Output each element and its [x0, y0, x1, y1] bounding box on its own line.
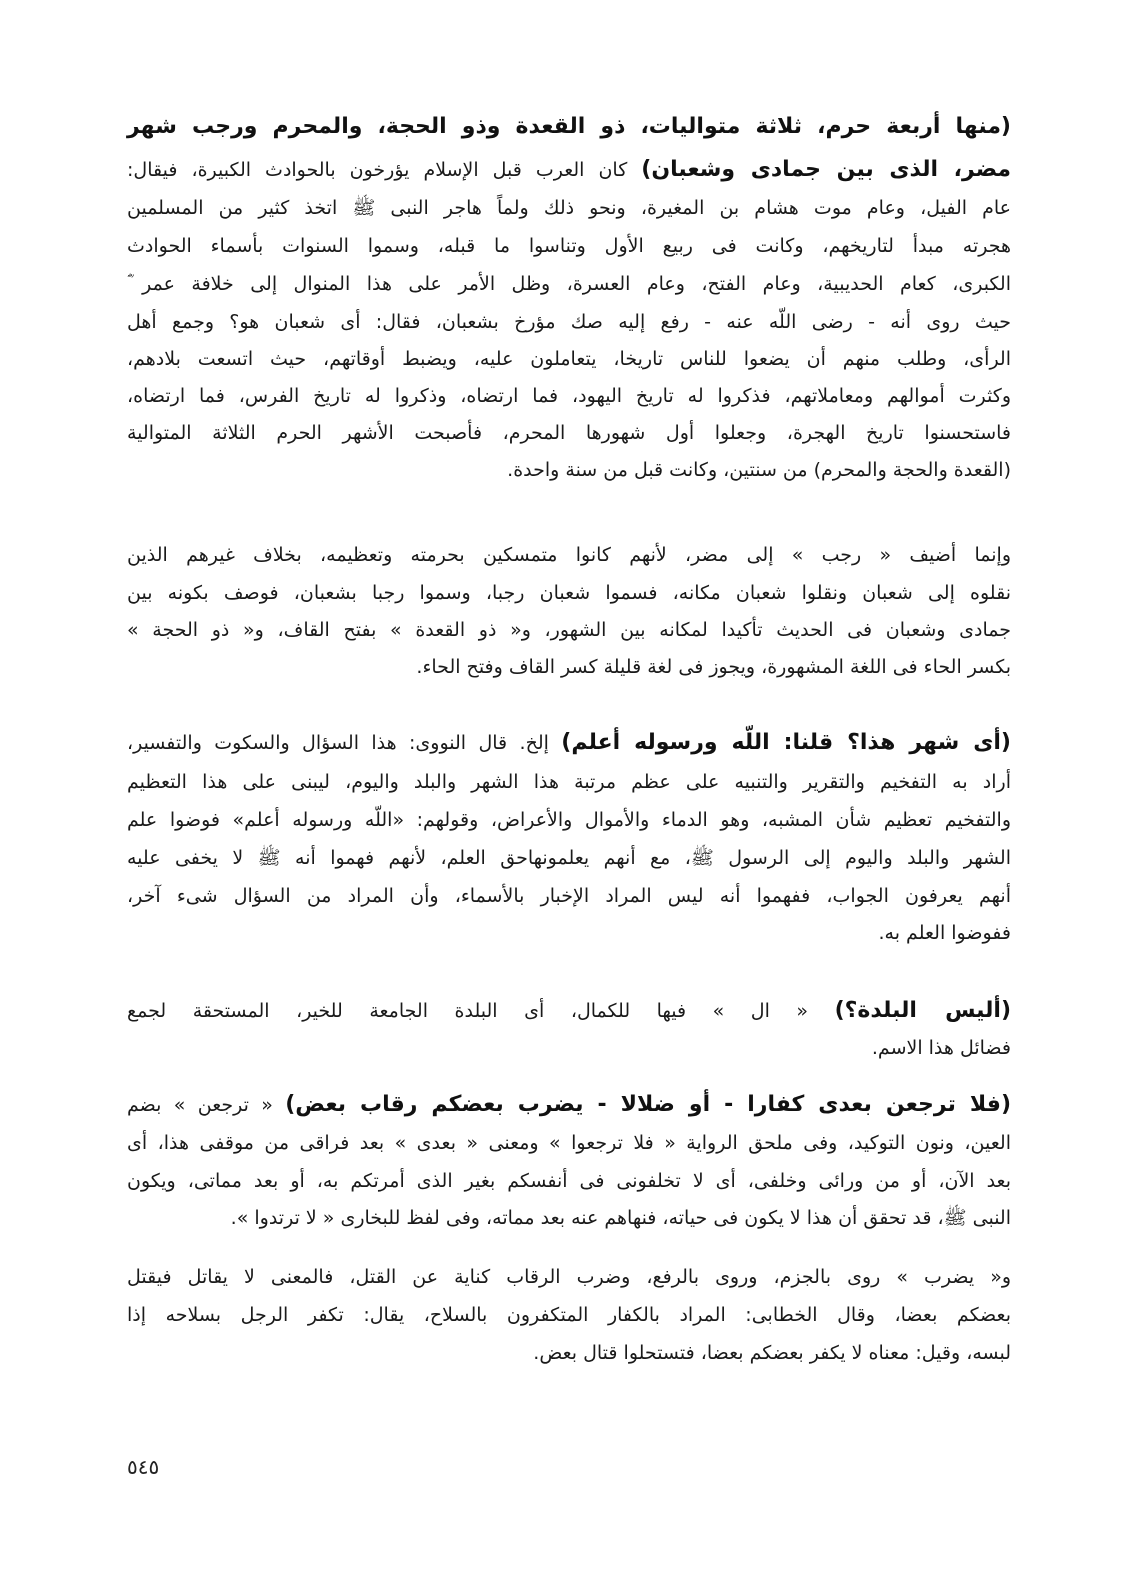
paragraph-3-line [127, 881, 1011, 911]
commentary-text: (القعدة والحجة والمحرم) من سنتين، وكانت قبل من سنة واحدة. [507, 459, 1011, 481]
hadith-quote-heading: (منها أربعة حرم، ثلاثة متواليات، ذو القعدة وذو الحجة، والمحرم ورجب شهر [127, 114, 1011, 139]
paragraph-5-line [127, 1128, 1011, 1158]
paragraph-5-line [127, 1090, 1011, 1120]
paragraph-1-line [127, 155, 1011, 185]
paragraph-3-line [127, 918, 1011, 948]
page-number: ٥٤٥ [127, 1455, 160, 1479]
paragraph-5-line [127, 1166, 1011, 1196]
commentary-text: وكثرت أموالهم ومعاملاتهم، فذكروا له تاريخ اليهود، فما ارتضاه، وذكروا له تاريخ الفرس، فما ارتضاه، [127, 385, 1011, 407]
paragraph-6-line [127, 1262, 1011, 1292]
paragraph-4-line [127, 1033, 1011, 1063]
commentary-text: حيث روى أنه - رضى اللّه عنه - رفع إليه صك مؤرخ بشعبان، فقال: أى شعبان هو؟ وجمع أهل [127, 311, 1011, 333]
hadith-quote-heading: (أى شهر هذا؟ قلنا: اللّه ورسوله أعلم) [561, 730, 1011, 755]
commentary-text: العين، ونون التوكيد، وفى ملحق الرواية « فلا ترجعوا » ومعنى « بعدى » بعد فراقى من موقفى هذا، أى [127, 1132, 1011, 1154]
commentary-text: بعد الآن، أو من ورائى وخلفى، أى لا تخلفونى فى أنفسكم بغير الذى أمرتكم به، أو بعد مماتى، ويكون [127, 1170, 1011, 1192]
paragraph-3-line [127, 805, 1011, 835]
commentary-text: أنهم يعرفون الجواب، ففهموا أنه ليس المراد الإخبار بالأسماء، وأن المراد من السؤال شىء آخر، [127, 885, 1011, 907]
commentary-text: إلخ. قال النووى: هذا السؤال والسكوت والتفسير، [127, 732, 562, 754]
paragraph-1-line [127, 455, 1011, 485]
paragraph-1-line [127, 344, 1011, 374]
paragraph-3-line [127, 843, 1011, 873]
commentary-text: نقلوه إلى شعبان ونقلوا شعبان مكانه، فسموا شعبان رجبا، وسموا رجبا بشعبان، فوصف بكونه بين [127, 582, 1011, 604]
paragraph-3-line [127, 767, 1011, 797]
paragraph-1-line [127, 269, 1011, 299]
commentary-text: وإنما أضيف « رجب » إلى مضر، لأنهم كانوا متمسكين بحرمته وتعظيمه، بخلاف غيرهم الذين [127, 544, 1011, 566]
commentary-text: و« يضرب » روى بالجزم، وروى بالرفع، وضرب الرقاب كناية عن القتل، فالمعنى لا يقاتل فيقتل [127, 1266, 1011, 1288]
paragraph-1-line [127, 231, 1011, 261]
commentary-text: بكسر الحاء فى اللغة المشهورة، ويجوز فى لغة قليلة كسر القاف وفتح الحاء. [416, 656, 1011, 678]
commentary-text: ففوضوا العلم به. [878, 922, 1011, 944]
paragraph-5-line [127, 1203, 1011, 1233]
paragraph-2-line [127, 578, 1011, 608]
commentary-text: هجرته مبدأ لتاريخهم، وكانت فى ربيع الأول وتناسوا ما قبله، وسموا السنوات بأسماء الحوادث [127, 235, 1011, 257]
paragraph-1-line [127, 193, 1011, 223]
paragraph-2-line [127, 652, 1011, 682]
commentary-text: كان العرب قبل الإسلام يؤرخون بالحوادث الكبيرة، فيقال: [127, 159, 642, 181]
commentary-text: فاستحسنوا تاريخ الهجرة، وجعلوا أول شهورها المحرم، فأصبحت الأشهر الحرم الثلاثة المتوالية [127, 422, 1011, 444]
paragraph-3-line [127, 728, 1011, 758]
commentary-text: أراد به التفخيم والتقرير والتنبيه على عظم مرتبة هذا الشهر والبلد واليوم، ليبنى على هذا التعظيم [127, 771, 1011, 793]
paragraph-1-line [127, 381, 1011, 411]
paragraph-6-line [127, 1300, 1011, 1330]
paragraph-1-line [127, 418, 1011, 448]
commentary-text: النبى ﷺ، قد تحقق أن هذا لا يكون فى حياته، فنهاهم عنه بعد مماته، وفى لفظ للبخارى « لا ترتدوا ». [230, 1207, 1011, 1229]
commentary-text: « ال » فيها للكمال، أى البلدة الجامعة للخير، المستحقة لجمع [127, 1000, 835, 1022]
commentary-text: الكبرى، كعام الحديبية، وعام الفتح، وعام العسرة، وظل الأمر على هذا المنوال إلى خلافة عمر ؓ [127, 273, 1011, 295]
paragraph-1-line [127, 112, 1011, 142]
paragraph-4-line [127, 996, 1011, 1026]
hadith-quote-heading: مضر، الذى بين جمادى وشعبان) [641, 157, 1012, 182]
commentary-text: عام الفيل، وعام موت هشام بن المغيرة، ونحو ذلك ولماً هاجر النبى ﷺ اتخذ كثير من المسلمين [127, 197, 1011, 219]
commentary-text: فضائل هذا الاسم. [871, 1037, 1011, 1059]
commentary-text: جمادى وشعبان فى الحديث تأكيدا لمكانه بين الشهور، و« ذو القعدة » بفتح القاف، و« ذو الحجة » [127, 619, 1011, 641]
commentary-text: الرأى، وطلب منهم أن يضعوا للناس تاريخا، يتعاملون عليه، ويضبط أوقاتهم، حيث اتسعت بلادهم، [127, 348, 1011, 370]
paragraph-2-line [127, 615, 1011, 645]
hadith-quote-heading: (أليس البلدة؟) [834, 998, 1011, 1023]
hadith-quote-heading: (فلا ترجعن بعدى كفارا - أو ضلالا - يضرب بعضكم رقاب بعض) [285, 1092, 1011, 1117]
commentary-text: والتفخيم تعظيم شأن المشبه، وهو الدماء والأموال والأعراض، وقولهم: «اللّه ورسوله أعلم» فوضوا علم [127, 809, 1011, 831]
paragraph-6-line [127, 1338, 1011, 1368]
commentary-text: لبسه، وقيل: معناه لا يكفر بعضكم بعضا، فتستحلوا قتال بعض. [533, 1342, 1011, 1364]
commentary-text: « ترجعن » بضم [127, 1094, 286, 1116]
commentary-text: بعضكم بعضا، وقال الخطابى: المراد بالكفار المتكفرون بالسلاح، يقال: تكفر الرجل بسلاحه إذا [127, 1304, 1011, 1326]
paragraph-1-line [127, 307, 1011, 337]
paragraph-2-line [127, 540, 1011, 570]
commentary-text: الشهر والبلد واليوم إلى الرسول ﷺ، مع أنهم يعلمونهاحق العلم، لأنهم فهموا أنه ﷺ لا يخفى عليه [127, 847, 1011, 869]
